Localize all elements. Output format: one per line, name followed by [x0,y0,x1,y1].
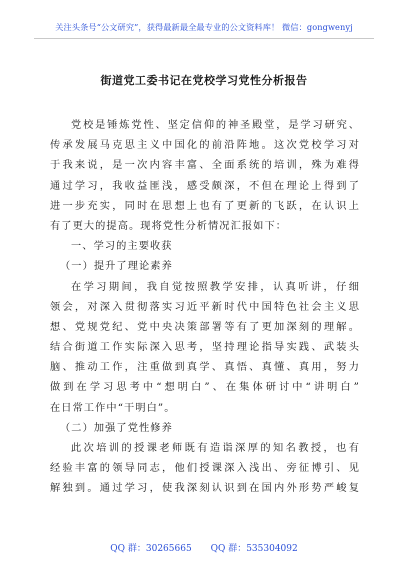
subsection-heading: （一）提升了理论素养 [60,261,173,273]
paragraph-line: 于我来说，是一次内容丰富、全面系统的培训，殊为难得 [50,160,360,172]
paragraph-line: 在日常工作中“干明白”。 [50,402,176,414]
paragraph-line: 进一步充实，同时在思想上也有了更新的飞跃，在认识上 [50,200,360,212]
paragraph-line: 此次培训的授课老师既有造诣深厚的知名教授，也有 [71,443,360,454]
paragraph-line: 解独到。通过学习，使我深刻认识到在国内外形势严峻复 [50,483,360,495]
subsection-heading: （二）加强了党性修养 [60,422,173,434]
paragraph-line: 通过学习，我收益匪浅，感受颇深，不但在理论上得到了 [50,180,360,192]
paragraph-line: 在学习期间，我自觉按照教学安排，认真听讲，仔细 [71,281,360,293]
document-title: 街道党工委书记在党校学习党性分析报告 [100,74,308,87]
footer-qq-group-1: QQ 群：30265665 [110,544,192,554]
document-body [50,116,360,500]
paragraph-line: 做到在学习思考中“想明白”、在集体研讨中“讲明白” [50,382,360,394]
footer-contacts [0,541,408,554]
paragraph-line: 领会，对深入贯彻落实习近平新时代中国特色社会主义思 [50,301,360,313]
paragraph-line: 党校是锤炼党性、坚定信仰的神圣殿堂，是学习研究、 [71,120,360,131]
paragraph-line: 脑、推动工作，注重做到真学、真悟、真懂、真用，努力 [50,362,360,374]
header-banner: 关注头条号“公文研究”，获得最新最全最专业的公文资料库！ 微信：gongwenyj [55,22,353,32]
paragraph-line: 结合街道工作实际深入思考，坚持理论指导实践、武装头 [50,342,360,354]
paragraph-line: 想、党规党纪、党中央决策部署等有了更加深刻的理解。 [50,321,360,333]
header-divider [34,38,374,39]
paragraph-line: 经验丰富的领导同志，他们授课深入浅出、旁征博引、见 [50,463,360,475]
footer-qq-group-2: QQ 群：535304092 [210,544,298,554]
paragraph-line: 有了更大的提高。现将党性分析情况汇报如下： [50,220,288,232]
paragraph-line: 传承发展马克思主义中国化的前沿阵地。这次党校学习对 [50,140,360,152]
section-heading: 一、学习的主要收获 [71,241,173,253]
